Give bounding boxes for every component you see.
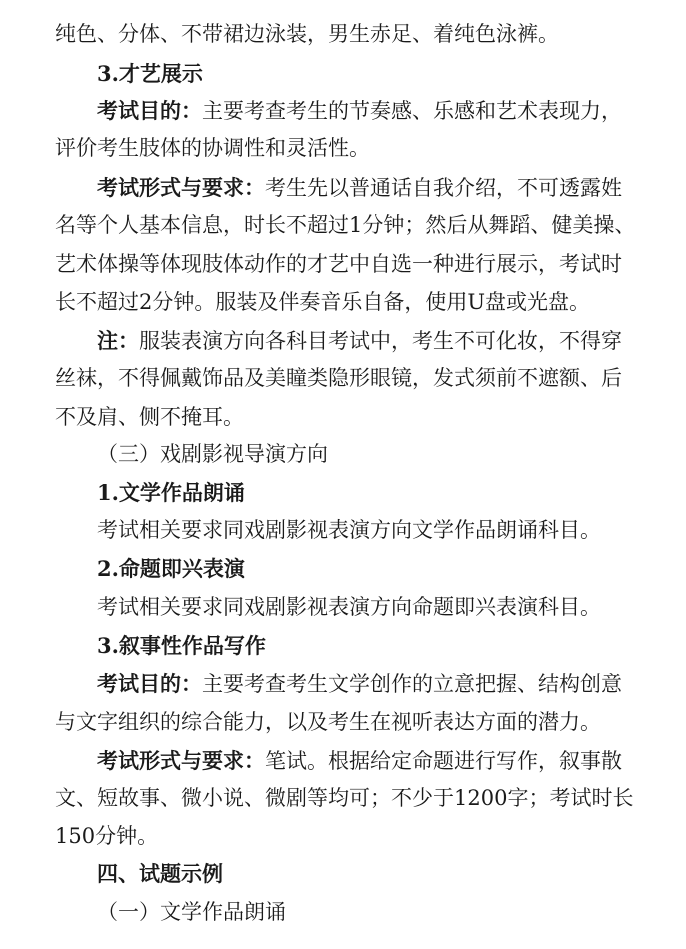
paragraph-form-2 bbox=[0, 742, 686, 779]
paragraph-line: 评价考生肢体的协调性和灵活性。 bbox=[55, 136, 370, 160]
label-purpose: 考试目的： bbox=[97, 98, 202, 123]
heading-recitation: 1.文学作品朗诵 bbox=[97, 480, 245, 505]
paragraph-line: 考试相关要求同戏剧影视表演方向命题即兴表演科目。 bbox=[97, 595, 601, 619]
heading-improvisation: 2.命题即兴表演 bbox=[97, 556, 245, 581]
paragraph-form-1 bbox=[0, 169, 686, 206]
paragraph-line: 长不超过2分钟。服装及伴奏音乐自备，使用U盘或光盘。 bbox=[55, 290, 591, 314]
paragraph-line: 考试相关要求同戏剧影视表演方向文学作品朗诵科目。 bbox=[97, 518, 601, 542]
text-note: 服装表演方向各科目考试中，考生不可化妆，不得穿 bbox=[139, 329, 622, 353]
section-heading-recitation: （一）文学作品朗诵 bbox=[97, 900, 286, 924]
text-purpose: 主要考查考生的节奏感、乐感和艺术表现力， bbox=[202, 99, 622, 123]
paragraph-purpose-1 bbox=[0, 92, 686, 129]
heading-talent-show: 3.才艺展示 bbox=[97, 61, 203, 86]
paragraph-line: 150分钟。 bbox=[55, 824, 159, 848]
section-heading-directing: （三）戏剧影视导演方向 bbox=[97, 442, 328, 466]
paragraph-line: 文、短故事、微小说、微剧等均可；不少于1200字；考试时长 bbox=[55, 786, 634, 810]
part-heading-examples: 四、试题示例 bbox=[97, 862, 223, 886]
heading-narrative-writing: 3.叙事性作品写作 bbox=[97, 633, 266, 658]
text-form: 笔试。根据给定命题进行写作，叙事散 bbox=[265, 749, 622, 773]
paragraph-line: 纯色、分体、不带裙边泳装，男生赤足、着纯色泳裤。 bbox=[55, 22, 559, 46]
label-purpose: 考试目的： bbox=[97, 671, 202, 696]
label-note: 注： bbox=[97, 328, 139, 353]
text-form: 考生先以普通话自我介绍，不可透露姓 bbox=[265, 176, 622, 200]
paragraph-line: 艺术体操等体现肢体动作的才艺中自选一种进行展示，考试时 bbox=[55, 252, 622, 276]
paragraph-purpose-2 bbox=[0, 665, 686, 702]
paragraph-line: 不及肩、侧不掩耳。 bbox=[55, 405, 244, 429]
paragraph-note bbox=[0, 322, 686, 359]
paragraph-line: 名等个人基本信息，时长不超过1分钟；然后从舞蹈、健美操、 bbox=[55, 213, 636, 237]
text-purpose: 主要考查考生文学创作的立意把握、结构创意 bbox=[202, 672, 622, 696]
label-form: 考试形式与要求： bbox=[97, 175, 265, 200]
paragraph-line: 丝袜，不得佩戴饰品及美瞳类隐形眼镜，发式须前不遮额、后 bbox=[55, 366, 622, 390]
label-form: 考试形式与要求： bbox=[97, 748, 265, 773]
paragraph-line: 与文字组织的综合能力，以及考生在视听表达方面的潜力。 bbox=[55, 710, 601, 734]
